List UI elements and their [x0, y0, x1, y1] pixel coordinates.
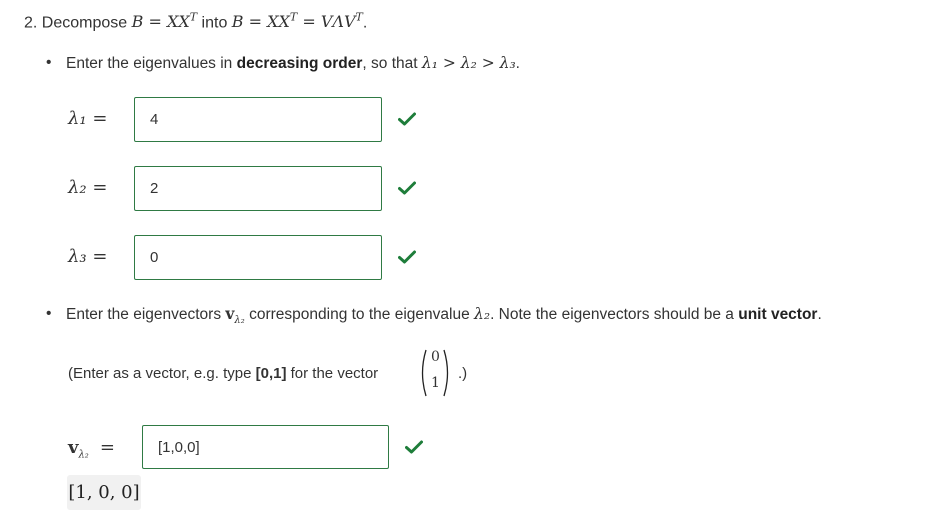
instruction-text: Enter the eigenvalues in [66, 55, 233, 72]
instruction-mid: corresponding to the eigenvalue [249, 306, 470, 323]
left-paren [418, 348, 428, 398]
lambda2-label: λ₂ = [68, 177, 108, 198]
bullet-dot: • [46, 54, 52, 71]
instruction-period: . [817, 306, 822, 323]
ordering-math: λ₁ > λ₂ > λ₃ [421, 54, 516, 72]
instruction-eigenvector [46, 303, 926, 327]
eigenvector-label: $v_{\lambda_2}$ = [68, 437, 115, 461]
question-into: into [201, 14, 228, 32]
instruction-period: . [515, 55, 520, 72]
hint-text-mid: for the vector [290, 365, 379, 382]
question-verb: Decompose [41, 14, 128, 32]
instruction-note: . Note the eigenvectors should be a [490, 306, 734, 323]
lambda2-correct-check-icon [398, 181, 416, 195]
decomposition-expr-2: $B = XX^T = V\Lambda V^T$ [231, 11, 363, 32]
vector-entry-bottom: 1 [431, 375, 440, 391]
eigenvector-preview: [1, 0, 0] [67, 475, 141, 510]
lambda3-label: λ₃ = [68, 246, 108, 267]
instruction-suffix: , so that [362, 55, 418, 72]
instruction-bold: decreasing order [236, 55, 363, 72]
lambda2-input[interactable]: 2 [134, 166, 382, 211]
question-header [24, 6, 367, 35]
instruction-eigenvalues [46, 52, 646, 76]
input-format-hint [68, 364, 378, 384]
example-column-vector [418, 348, 488, 398]
vector-entry-top: 0 [431, 349, 440, 365]
eigenvector-input[interactable]: [1,0,0] [142, 425, 389, 469]
lambda3-input[interactable]: 0 [134, 235, 382, 280]
lambda1-label: λ₁ = [68, 108, 108, 129]
question-period: . [362, 14, 368, 32]
bullet-dot: • [46, 305, 52, 322]
hint-example: [0,1] [255, 365, 287, 382]
decomposition-expr-1: $B = XX^T$ [131, 11, 198, 32]
hint-suffix: .) [458, 365, 468, 382]
eigenvalue-symbol: λ₂ [474, 305, 491, 323]
lambda1-correct-check-icon [398, 112, 416, 126]
eigenvector-symbol: $v_{\lambda_2}$ [225, 304, 245, 327]
eigenvector-correct-check-icon [405, 440, 423, 454]
instruction-text: Enter the eigenvectors [66, 306, 222, 323]
lambda1-input[interactable]: 4 [134, 97, 382, 142]
hint-text: (Enter as a vector, e.g. type [68, 365, 252, 382]
question-number: 2. [24, 14, 38, 32]
instruction-bold: unit vector [738, 306, 818, 323]
right-paren [442, 348, 452, 398]
lambda3-correct-check-icon [398, 250, 416, 264]
